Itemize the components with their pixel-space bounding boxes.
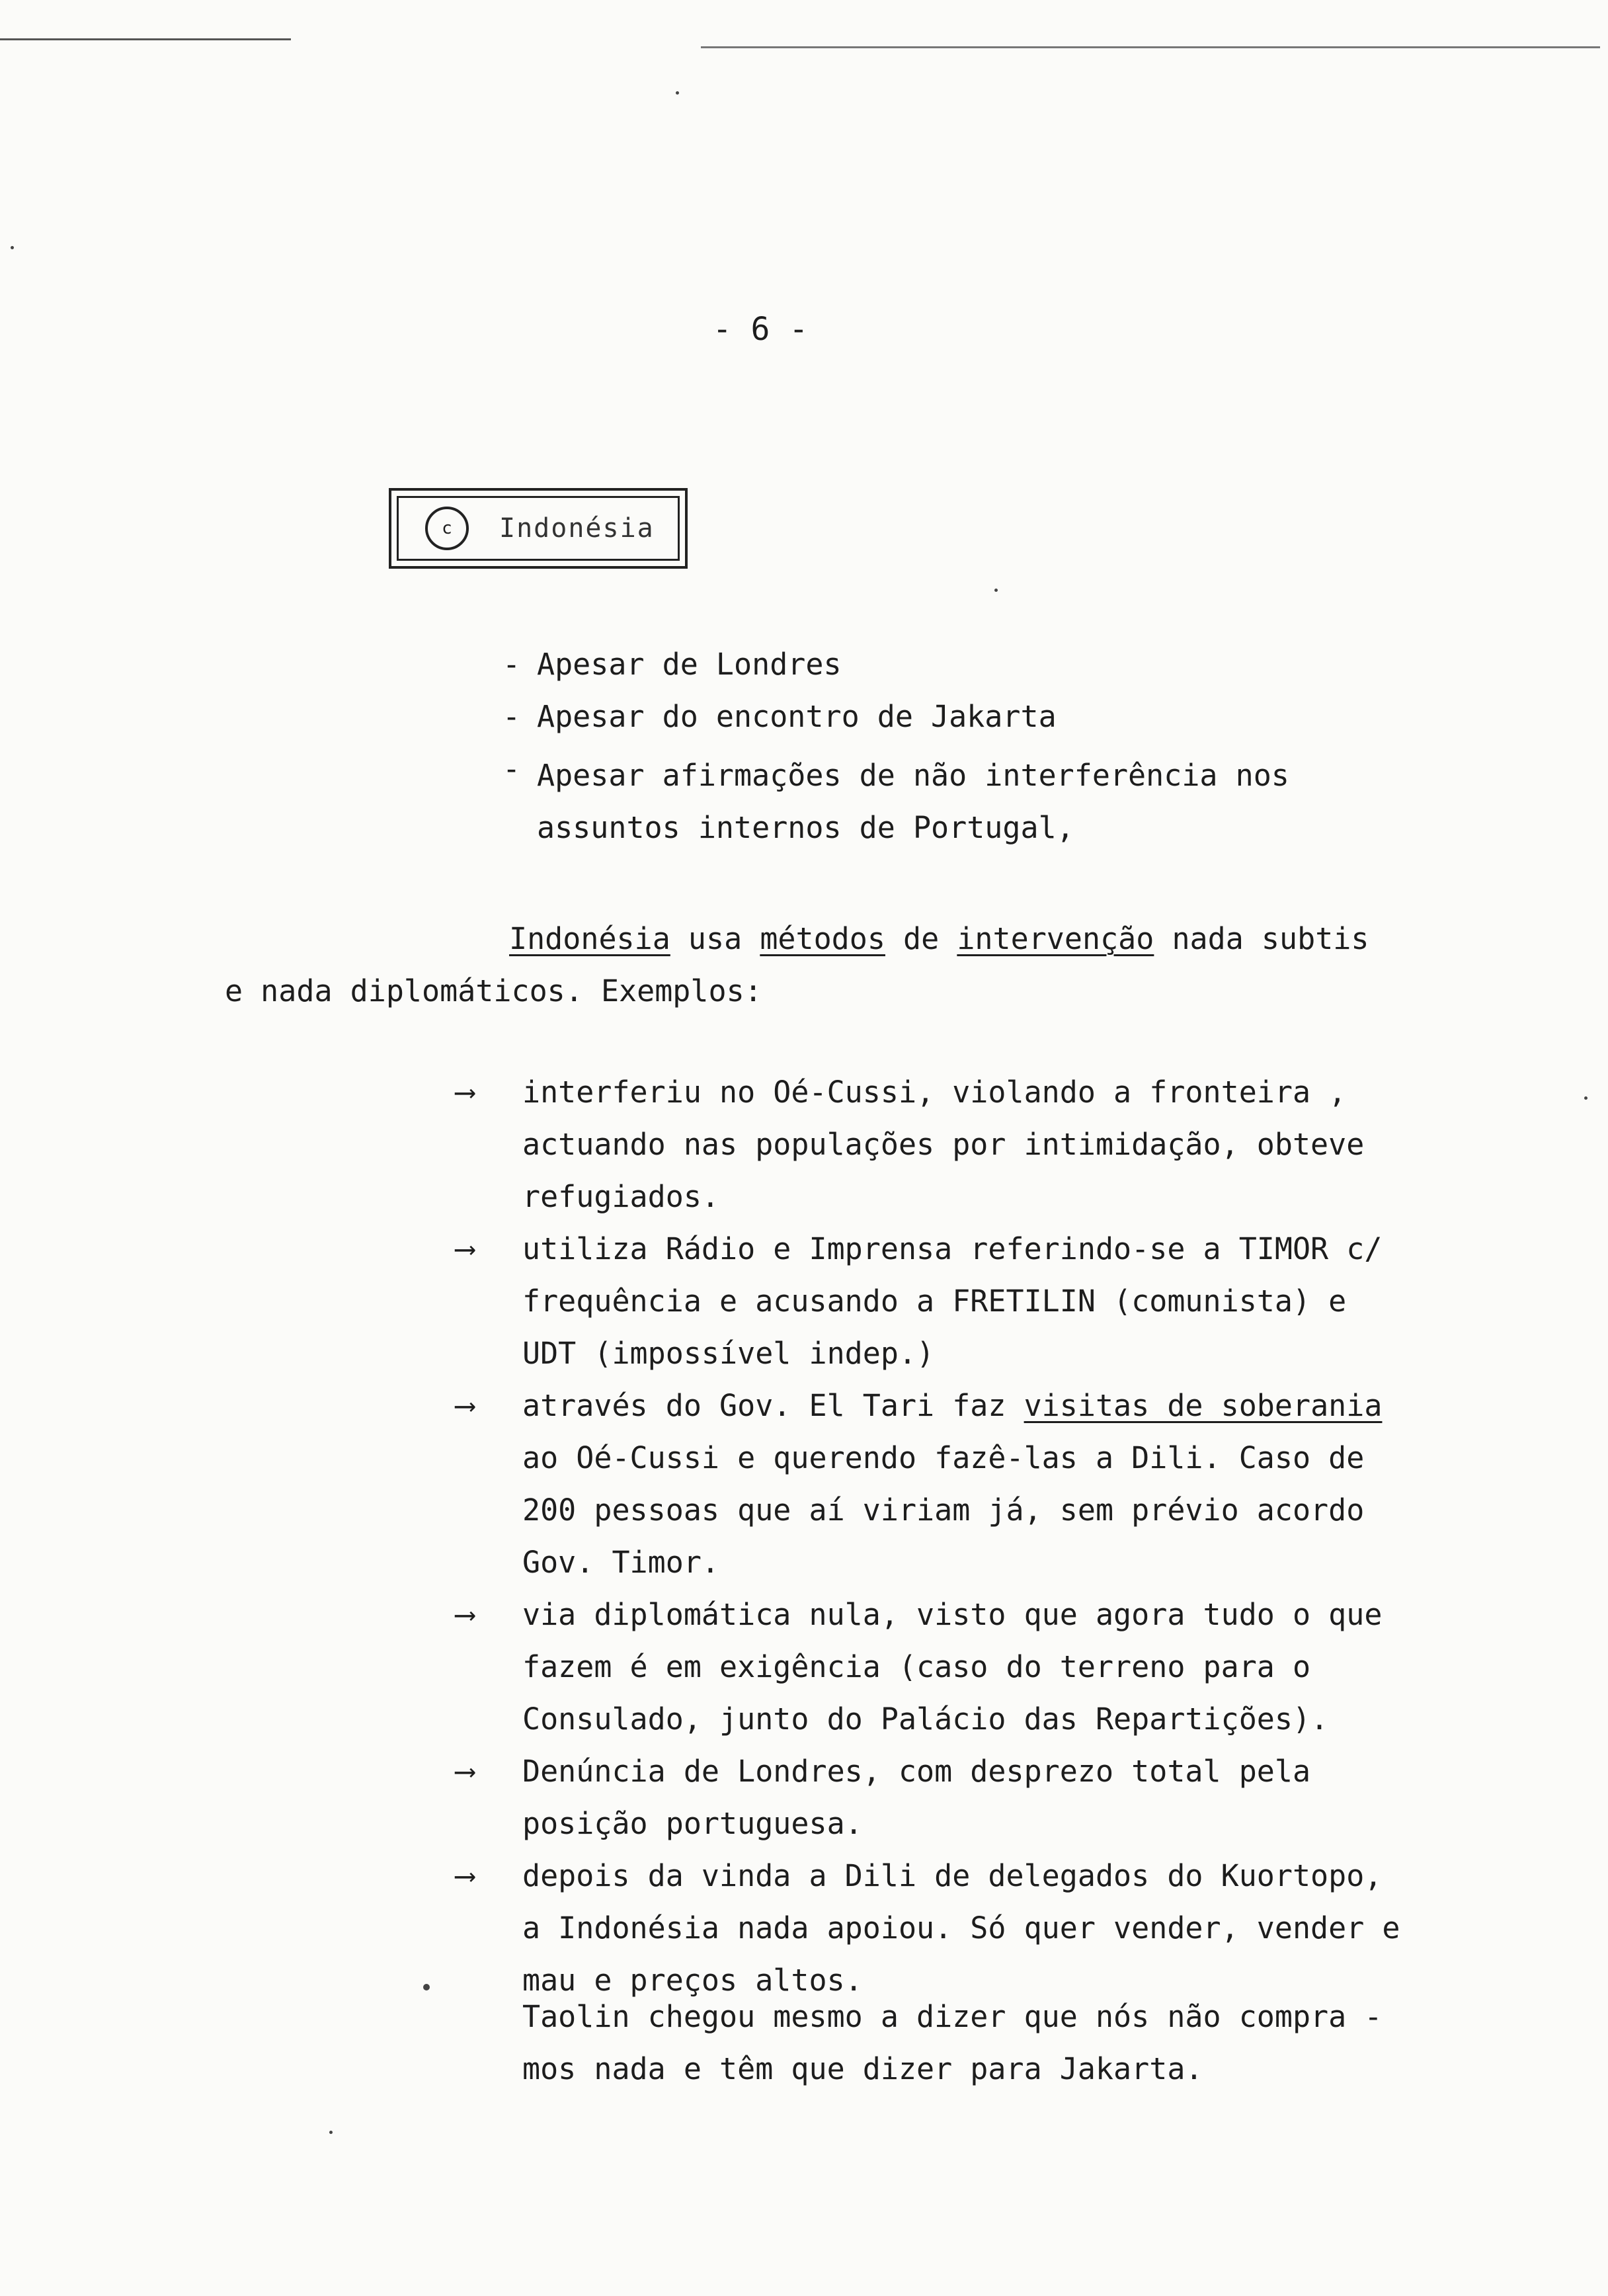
- example-text: depois da vinda a Dili de delegados do Kuortopo, a Indonésia nada apoiou. Só quer vender, vender e mau e preços altos.: [522, 1858, 1400, 1998]
- scan-line: [0, 38, 291, 40]
- paragraph-text: usa: [670, 921, 760, 956]
- intro-item-text: Apesar de Londres: [537, 647, 842, 682]
- example-text: utiliza Rádio e Imprensa referindo-se a TIMOR c/ frequência e acusando a FRETILIN (comunista) e UDT (impossível indep.): [522, 1231, 1383, 1371]
- arrow-icon: ⟶: [456, 1232, 474, 1266]
- closing-note: Taolin chegou mesmo a dizer que nós não compra - mos nada e têm que dizer para Jakarta.: [522, 1999, 1383, 2086]
- dash-bullet: -: [502, 751, 521, 786]
- page-number: - 6 -: [712, 311, 809, 348]
- scan-speck: [423, 1984, 430, 1990]
- scan-speck: [11, 246, 14, 249]
- paragraph-subject: Indonésia: [509, 921, 670, 956]
- example-item: [456, 1379, 1408, 1588]
- example-text: Denúncia de Londres, com desprezo total pela posição portuguesa.: [522, 1754, 1311, 1841]
- scan-speck: [994, 589, 998, 592]
- dash-bullet: -: [502, 647, 521, 682]
- paragraph-emphasis: métodos: [760, 921, 885, 956]
- example-item: [456, 1223, 1408, 1379]
- intro-item: [502, 645, 1428, 697]
- example-text: através do Gov. El Tari faz: [522, 1388, 1024, 1423]
- section-heading-inner: [397, 496, 680, 561]
- arrow-icon: ⟶: [456, 1075, 474, 1109]
- example-text: via diplomática nula, visto que agora tudo o que fazem é em exigência (caso do terreno para o Consulado, junto do Palácio das Repartições).: [522, 1597, 1383, 1737]
- example-text: interferiu no Oé-Cussi, violando a fronteira , actuando nas populações por intimidação, obteve refugiados.: [522, 1075, 1365, 1214]
- intro-item: [502, 697, 1428, 749]
- example-item: [456, 1066, 1408, 1223]
- section-title: Indonésia: [499, 513, 655, 544]
- section-heading-box: [389, 488, 688, 569]
- example-item: [456, 1850, 1408, 2006]
- arrow-icon: ⟶: [456, 1859, 474, 1893]
- example-emphasis: visitas de soberania: [1024, 1388, 1383, 1423]
- arrow-icon: ⟶: [456, 1754, 474, 1788]
- scan-line: [701, 46, 1600, 48]
- section-letter: c: [425, 507, 469, 550]
- intro-list: [502, 645, 1428, 854]
- intro-item-text: Apesar do encontro de Jakarta: [537, 699, 1057, 734]
- paragraph-text: nada subtis e nada diplomáticos. Exemplos:: [225, 921, 1369, 1008]
- paragraph-emphasis: intervenção: [957, 921, 1154, 956]
- intro-paragraph: [225, 913, 1388, 1017]
- dash-bullet: -: [502, 699, 521, 734]
- scan-speck: [676, 91, 679, 95]
- scan-speck: [1584, 1096, 1588, 1100]
- intro-item-text: Apesar afirmações de não interferência nos assuntos internos de Portugal,: [537, 758, 1289, 845]
- arrow-icon: ⟶: [456, 1598, 474, 1631]
- intro-item: [502, 749, 1428, 854]
- example-item: [456, 1588, 1408, 1745]
- example-item: [456, 1745, 1408, 1850]
- examples-list: [456, 1066, 1408, 2006]
- example-text: ao Oé-Cussi e querendo fazê-las a Dili. Caso de 200 pessoas que aí viriam já, sem prévio acordo Gov. Timor.: [522, 1440, 1365, 1580]
- arrow-icon: ⟶: [456, 1389, 474, 1422]
- paragraph-text: de: [885, 921, 957, 956]
- scan-speck: [329, 2131, 333, 2134]
